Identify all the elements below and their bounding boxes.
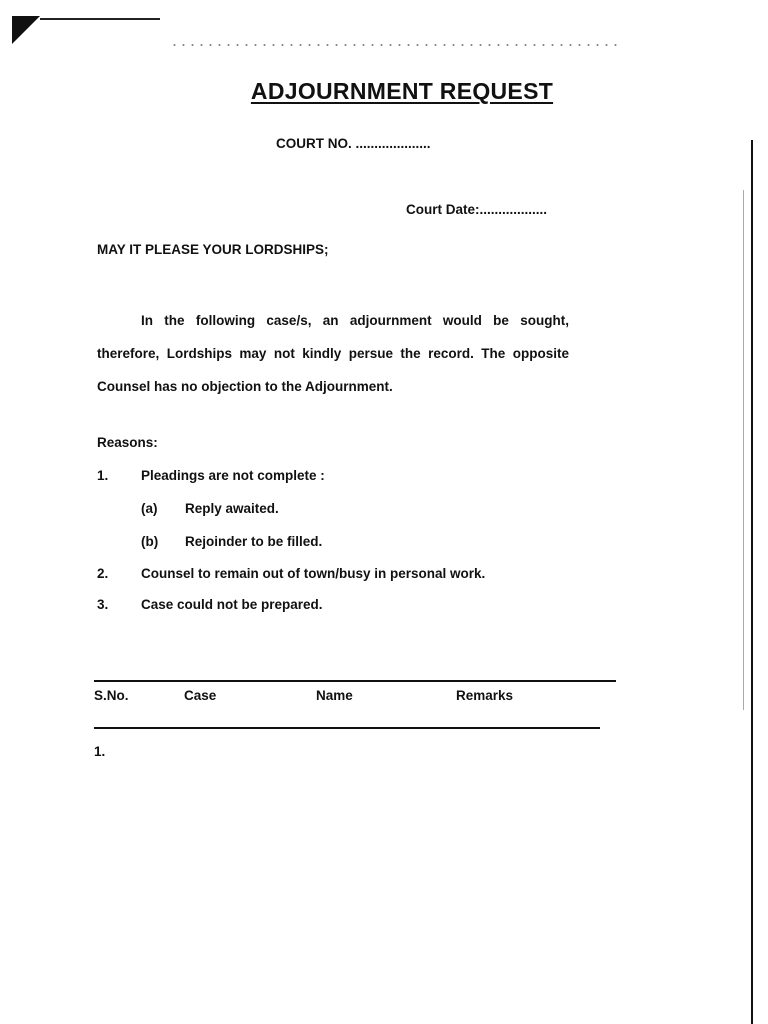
court-number: COURT NO. .................... bbox=[276, 136, 431, 151]
request-paragraph: In the following case/s, an adjournment would be sought, therefore, Lordships may not kindly persue the record. The opposite Counsel has no objection to the Adjournment. bbox=[97, 313, 569, 394]
court-date: Court Date:.................. bbox=[406, 202, 548, 217]
table-top-rule bbox=[94, 680, 616, 682]
reason-text: Case could not be prepared. bbox=[141, 597, 323, 612]
scan-right-edge-faint bbox=[743, 190, 744, 710]
reasons-heading: Reasons: bbox=[97, 435, 158, 450]
scan-noise bbox=[170, 40, 620, 50]
table-header-rule bbox=[94, 727, 600, 729]
reason-text: Pleadings are not complete : bbox=[141, 468, 325, 483]
scan-right-edge bbox=[751, 140, 753, 1024]
reason-number: 3. bbox=[97, 597, 109, 612]
document-title-wrap bbox=[0, 78, 768, 105]
table-header-remarks: Remarks bbox=[456, 688, 514, 703]
sub-reason-letter: (a) bbox=[141, 501, 158, 516]
salutation: MAY IT PLEASE YOUR LORDSHIPS; bbox=[97, 242, 329, 257]
reason-number: 2. bbox=[97, 566, 109, 581]
sub-reason-text: Rejoinder to be filled. bbox=[185, 534, 323, 549]
sub-reason-letter: (b) bbox=[141, 534, 159, 549]
scan-top-line bbox=[40, 18, 160, 20]
document-title: ADJOURNMENT REQUEST bbox=[250, 78, 554, 104]
table-header-case: Case bbox=[184, 688, 217, 703]
reason-text: Counsel to remain out of town/busy in personal work. bbox=[141, 566, 486, 581]
reason-number: 1. bbox=[97, 468, 109, 483]
scan-corner-mark bbox=[12, 16, 40, 44]
table-header-sno: S.No. bbox=[94, 688, 129, 703]
sub-reason-text: Reply awaited. bbox=[185, 501, 279, 516]
table-header-name: Name bbox=[316, 688, 353, 703]
table-row-number: 1. bbox=[94, 744, 106, 759]
